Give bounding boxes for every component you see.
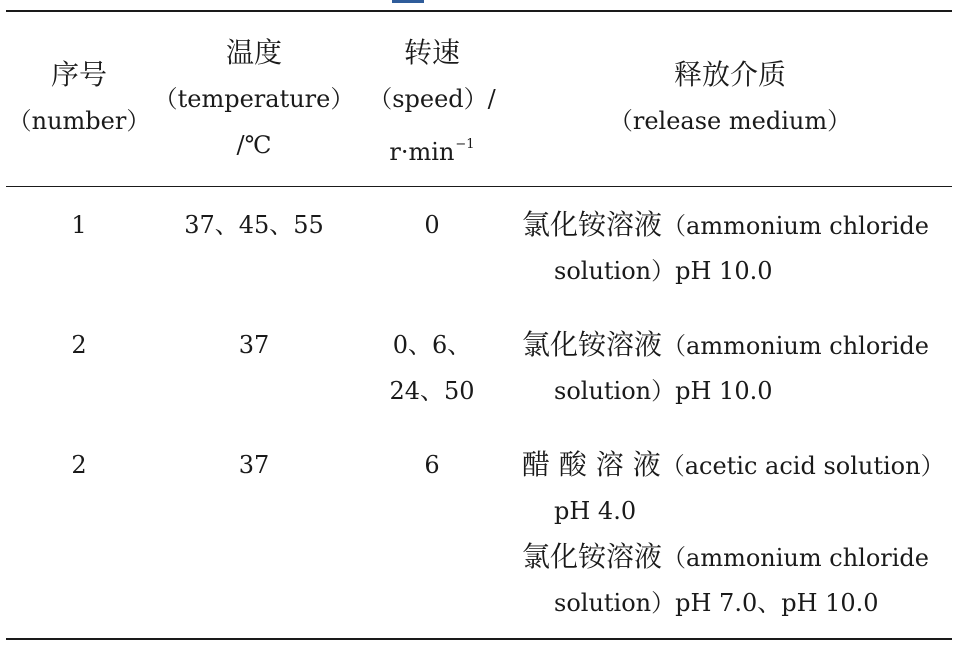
header-release-medium-en: （release medium） xyxy=(608,107,852,135)
header-temperature xyxy=(152,30,356,168)
row-3-medium-2-zh: 氯化铵溶液 xyxy=(522,540,663,573)
header-number-zh: 序号 xyxy=(50,58,107,91)
table-bottom-rule xyxy=(6,638,952,640)
header-speed-unit-line xyxy=(356,122,508,168)
header-number xyxy=(6,52,152,144)
row-3-medium xyxy=(522,442,952,626)
header-speed-en: （speed）/ xyxy=(368,85,496,113)
row-2-number: 2 xyxy=(71,331,87,359)
row-1-medium-cont: solution）pH 10.0 xyxy=(554,257,773,285)
header-release-medium xyxy=(508,52,952,144)
header-speed-unit: r·min xyxy=(389,138,455,166)
row-2-temperature: 37 xyxy=(238,331,270,359)
top-edge-accent xyxy=(392,0,424,3)
row-1-medium-zh: 氯化铵溶液 xyxy=(522,208,663,241)
row-1-speed: 0 xyxy=(424,211,440,239)
row-2-medium xyxy=(522,322,952,414)
row-3-medium-1-en: （acetic acid solution） xyxy=(660,452,945,480)
row-3-number: 2 xyxy=(71,451,87,479)
row-2-medium-cont: solution）pH 10.0 xyxy=(554,377,773,405)
header-temperature-unit: /℃ xyxy=(236,131,272,159)
row-2-speed-line-2: 24、50 xyxy=(389,377,475,405)
header-number-en: （number） xyxy=(7,107,151,135)
row-1-medium xyxy=(522,202,952,294)
row-1-temperature: 37、45、55 xyxy=(184,211,324,239)
header-speed xyxy=(356,30,508,168)
header-release-medium-zh: 释放介质 xyxy=(673,58,786,91)
row-1-medium-en: （ammonium chloride xyxy=(662,212,930,240)
header-speed-unit-exponent: −1 xyxy=(455,137,475,152)
row-3-speed: 6 xyxy=(424,451,440,479)
header-divider-rule xyxy=(6,186,952,187)
header-speed-zh: 转速 xyxy=(403,36,460,69)
row-2-speed xyxy=(356,322,508,414)
table-top-rule xyxy=(6,10,952,12)
row-2-medium-en: （ammonium chloride xyxy=(662,332,930,360)
row-3-temperature: 37 xyxy=(238,451,270,479)
row-3-medium-2-cont: solution）pH 7.0、pH 10.0 xyxy=(554,589,879,617)
header-temperature-zh: 温度 xyxy=(225,36,282,69)
row-2-medium-zh: 氯化铵溶液 xyxy=(522,328,663,361)
row-3-medium-1-cont: pH 4.0 xyxy=(554,497,637,525)
row-2-speed-line-1: 0、6、 xyxy=(392,331,472,359)
row-3-medium-1-zh: 醋 酸 溶 液 xyxy=(522,448,661,481)
header-temperature-en: （temperature） xyxy=(153,85,355,113)
row-1-number: 1 xyxy=(71,211,87,239)
row-3-medium-2-en: （ammonium chloride xyxy=(662,544,930,572)
